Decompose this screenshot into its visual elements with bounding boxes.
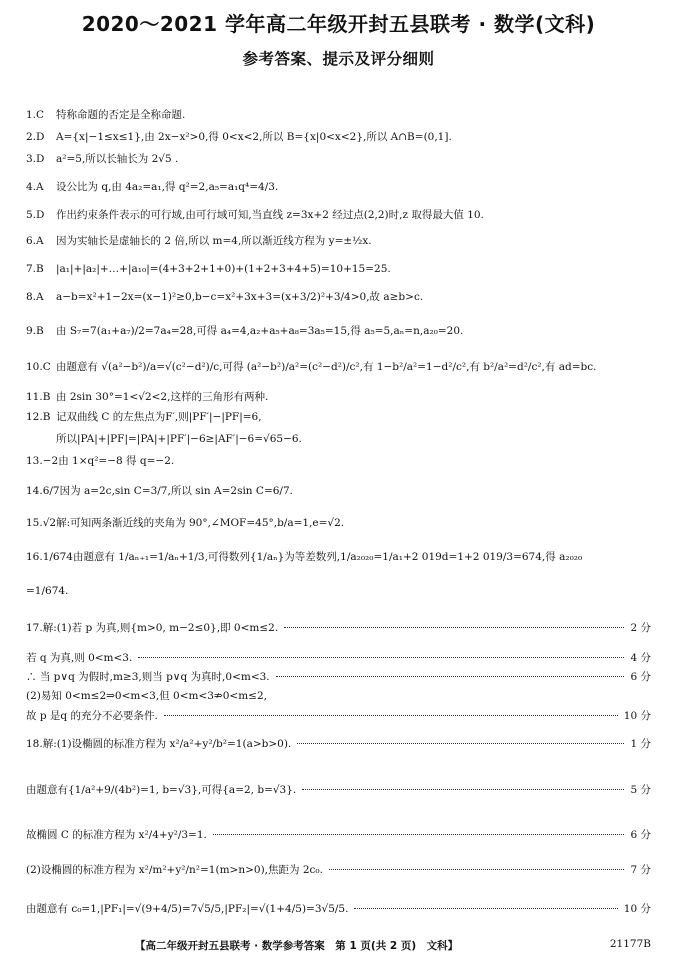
answer-item: 14.6/7因为 a=2c,sin C=3/7,所以 sin A=2sin C=6/7.	[26, 485, 293, 497]
q17-line: 17.解:(1)若 p 为真,则{m>0, m−2≤0},即 0<m≤2. 2 分	[26, 622, 651, 634]
q17-line: 故 p 是q 的充分不必要条件. 10 分	[26, 710, 651, 722]
answer-item: 5.D 作出约束条件表示的可行域,由可行域可知,当直线 z=3x+2 经过点(2,2)时,z 取得最大值 10.	[26, 209, 484, 221]
answer-item: 1.C 特称命题的否定是全称命题.	[26, 109, 186, 121]
q18-line: 故椭圆 C 的标准方程为 x²/4+y²/3=1. 6 分	[26, 829, 651, 841]
answer-item: 8.A a−b=x²+1−2x=(x−1)²≥0,b−c=x²+3x+3=(x+3/2)²+3/4>0,故 a≥b>c.	[26, 291, 424, 303]
page-footer: 【高二年级开封五县联考 · 数学参考答案 第 1 页(共 2 页) 文科】	[135, 940, 459, 952]
q17-line: (2)易知 0<m≤2⇒0<m<3,但 0<m<3⇏0<m≤2,	[26, 690, 267, 702]
answer-item: 11.B 由 2sin 30°=1<√2<2,这样的三角形有两种.	[26, 391, 269, 403]
answer-item: 4.A 设公比为 q,由 4a₂=a₁,得 q²=2,a₅=a₁q⁴=4/3.	[26, 181, 279, 193]
document-code: 21177B	[609, 938, 651, 950]
q18-line: 由题意有{1/a²+9/(4b²)=1, b=√3},可得{a=2, b=√3}. 5 分	[26, 784, 651, 796]
answer-item: 9.B 由 S₇=7(a₁+a₇)/2=7a₄=28,可得 a₄=4,a₂+a₅+a₈=3a₅=15,得 a₅=5,aₙ=n,a₂₀=20.	[26, 325, 464, 337]
page-subtitle: 参考答案、提示及评分细则	[242, 50, 435, 68]
answer-item: 10.C 由题意有 √(a²−b²)/a=√(c²−d²)/c,可得 (a²−b²)/a²=(c²−d²)/c²,有 1−b²/a²=1−d²/c²,有 b²/a²=d²/c²,有 ad=bc.	[26, 361, 597, 373]
q18-line: 由题意有 c₀=1,|PF₁|=√(9+4/5)=7√5/5,|PF₂|=√(1+4/5)=3√5/5. 10 分	[26, 903, 651, 915]
answer-item: 所以|PA|+|PF|=|PA|+|PF′|−6≥|AF′|−6=√65−6.	[56, 433, 302, 445]
answer-item: 6.A 因为实轴长是虚轴长的 2 倍,所以 m=4,所以渐近线方程为 y=±½x.	[26, 235, 372, 247]
q18-line: 18.解:(1)设椭圆的标准方程为 x²/a²+y²/b²=1(a>b>0). 1 分	[26, 738, 651, 750]
answer-item: 3.D a²=5,所以长轴长为 2√5 .	[26, 153, 179, 165]
q18-line: (2)设椭圆的标准方程为 x²/m²+y²/n²=1(m>n>0),焦距为 2c₀. 7 分	[26, 864, 651, 876]
q17-line: ∴ 当 p∨q 为假时,m≥3,则当 p∨q 为真时,0<m<3. 6 分	[26, 671, 651, 683]
answer-item: =1/674.	[26, 585, 69, 597]
answer-item: 15.√2解:可知两条渐近线的夹角为 90°,∠MOF=45°,b/a=1,e=√2.	[26, 517, 345, 529]
page-title: 2020～2021 学年高二年级开封五县联考 · 数学(文科)	[81, 12, 596, 36]
answer-item: 12.B 记双曲线 C 的左焦点为F′,则|PF′|−|PF|=6,	[26, 411, 262, 423]
q17-line: 若 q 为真,则 0<m<3. 4 分	[26, 652, 651, 664]
answer-item: 7.B |a₁|+|a₂|+…+|a₁₀|=(4+3+2+1+0)+(1+2+3+4+5)=10+15=25.	[26, 263, 391, 275]
answer-item: 16.1/674由题意有 1/aₙ₊₁=1/aₙ+1/3,可得数列{1/aₙ}为等差数列,1/a₂₀₂₀=1/a₁+2 019d=1+2 019/3=674,得 a₂₀₂₀	[26, 551, 583, 563]
answer-item: 13.−2由 1×q²=−8 得 q=−2.	[26, 455, 175, 467]
answer-item: 2.D A={x|−1≤x≤1},由 2x−x²>0,得 0<x<2,所以 B={x|0<x<2},所以 A∩B=(0,1].	[26, 131, 452, 143]
